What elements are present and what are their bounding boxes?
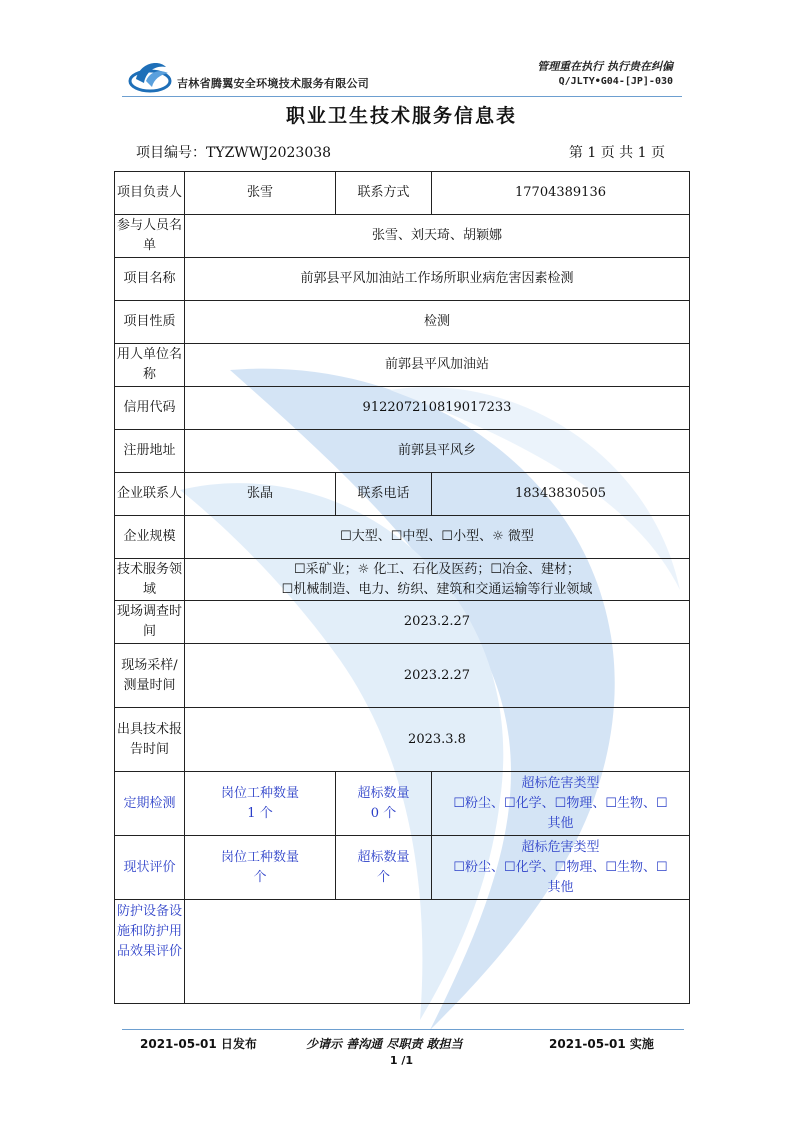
table-row <box>115 601 690 644</box>
project-nature-value: 检测 <box>185 301 690 344</box>
current-hazard-label: 超标危害类型 <box>521 839 600 855</box>
project-name-label: 项目名称 <box>115 258 185 301</box>
table-row <box>115 215 690 258</box>
table-row <box>115 172 690 215</box>
service-info-table <box>114 171 690 1004</box>
periodic-label: 定期检测 <box>115 772 185 836</box>
current-hazard-cell <box>432 836 690 900</box>
sampling-time-value: 2023.2.27 <box>185 644 690 708</box>
header-slogan: 管理重在执行 执行贵在纠偏 <box>537 60 673 73</box>
current-hazard-line-1: ☐粉尘、☐化学、☐物理、☐生物、☐ <box>453 859 668 875</box>
page-title: 职业卫生技术服务信息表 <box>285 105 517 127</box>
company-contact-label: 企业联系人 <box>115 473 185 516</box>
current-exceed-value: 个 <box>376 869 390 885</box>
table-row <box>115 430 690 473</box>
service-domain-line-2: ☐机械制造、电力、纺织、建筑和交通运输等行业领域 <box>281 581 593 597</box>
periodic-exceed-label: 超标数量 <box>357 785 410 801</box>
table-row <box>115 387 690 430</box>
credit-code-label: 信用代码 <box>115 387 185 430</box>
phone-label: 联系电话 <box>336 473 432 516</box>
page-number: 1 /1 <box>389 1054 414 1067</box>
table-row <box>115 344 690 387</box>
table-row <box>115 559 690 601</box>
footer-rule <box>122 1029 684 1030</box>
company-contact-value: 张晶 <box>185 473 336 516</box>
document-code: Q/JLTY•G04-[JP]-030 <box>558 76 673 87</box>
current-exceed-label: 超标数量 <box>357 849 410 865</box>
project-nature-label: 项目性质 <box>115 301 185 344</box>
periodic-post-cell <box>185 772 336 836</box>
current-post-value: 个 <box>253 869 267 885</box>
address-label: 注册地址 <box>115 430 185 473</box>
employer-label: 用人单位名称 <box>115 344 185 387</box>
table-row <box>115 258 690 301</box>
report-time-label: 出具技术报告时间 <box>115 708 185 772</box>
periodic-post-value: 1 个 <box>247 805 273 821</box>
table-row <box>115 900 690 1004</box>
periodic-post-label: 岗位工种数量 <box>220 785 299 801</box>
header-rule <box>122 96 682 97</box>
current-post-cell <box>185 836 336 900</box>
scale-label: 企业规模 <box>115 516 185 559</box>
table-row <box>115 473 690 516</box>
contact-method-label: 联系方式 <box>336 172 432 215</box>
sampling-time-label: 现场采样/测量时间 <box>115 644 185 708</box>
table-row <box>115 836 690 900</box>
current-exceed-cell <box>336 836 432 900</box>
table-row <box>115 772 690 836</box>
service-domain-value <box>185 559 690 601</box>
current-hazard-line-2: 其他 <box>547 879 574 895</box>
periodic-exceed-value: 0 个 <box>370 805 397 821</box>
members-label: 参与人员名单 <box>115 215 185 258</box>
employer-value: 前郭县平风加油站 <box>185 344 690 387</box>
report-time-value: 2023.3.8 <box>185 708 690 772</box>
leader-label: 项目负责人 <box>115 172 185 215</box>
members-value: 张雪、刘天琦、胡颖娜 <box>185 215 690 258</box>
current-eval-label: 现状评价 <box>115 836 185 900</box>
service-domain-line-1: ☐采矿业；☼ 化工、石化及医药；☐冶金、建材； <box>293 561 581 577</box>
survey-time-value: 2023.2.27 <box>185 601 690 644</box>
page-info: 第 1 页 共 1 页 <box>568 145 665 161</box>
address-value: 前郭县平风乡 <box>185 430 690 473</box>
table-row <box>115 644 690 708</box>
contact-method-value: 17704389136 <box>432 172 690 215</box>
project-number: 项目编号：TYZWWJ2023038 <box>136 145 332 161</box>
publish-date: 2021-05-01 日发布 <box>140 1037 257 1051</box>
table-row <box>115 516 690 559</box>
current-post-label: 岗位工种数量 <box>220 849 299 865</box>
leader-value: 张雪 <box>185 172 336 215</box>
implement-date: 2021-05-01 实施 <box>549 1037 654 1051</box>
scale-value: ☐大型、☐中型、☐小型、☼ 微型 <box>185 516 690 559</box>
company-name: 吉林省腾翼安全环境技术服务有限公司 <box>177 77 370 90</box>
periodic-hazard-label: 超标危害类型 <box>521 775 600 791</box>
table-row <box>115 301 690 344</box>
periodic-exceed-cell <box>336 772 432 836</box>
phone-value: 18343830505 <box>432 473 690 516</box>
company-logo <box>128 57 172 93</box>
table-row <box>115 708 690 772</box>
credit-code-value: 912207210819017233 <box>185 387 690 430</box>
service-domain-label: 技术服务领域 <box>115 559 185 601</box>
protection-label: 防护设备设施和防护用品效果评价 <box>115 900 185 1004</box>
footer-motto: 少请示 善沟通 尽职责 敢担当 <box>306 1037 463 1051</box>
periodic-hazard-cell <box>432 772 690 836</box>
project-name-value: 前郭县平风加油站工作场所职业病危害因素检测 <box>185 258 690 301</box>
protection-value <box>185 900 690 1004</box>
periodic-hazard-line-1: ☐粉尘、☐化学、☐物理、☐生物、☐ <box>453 795 668 811</box>
survey-time-label: 现场调查时间 <box>115 601 185 644</box>
periodic-hazard-line-2: 其他 <box>547 815 574 831</box>
